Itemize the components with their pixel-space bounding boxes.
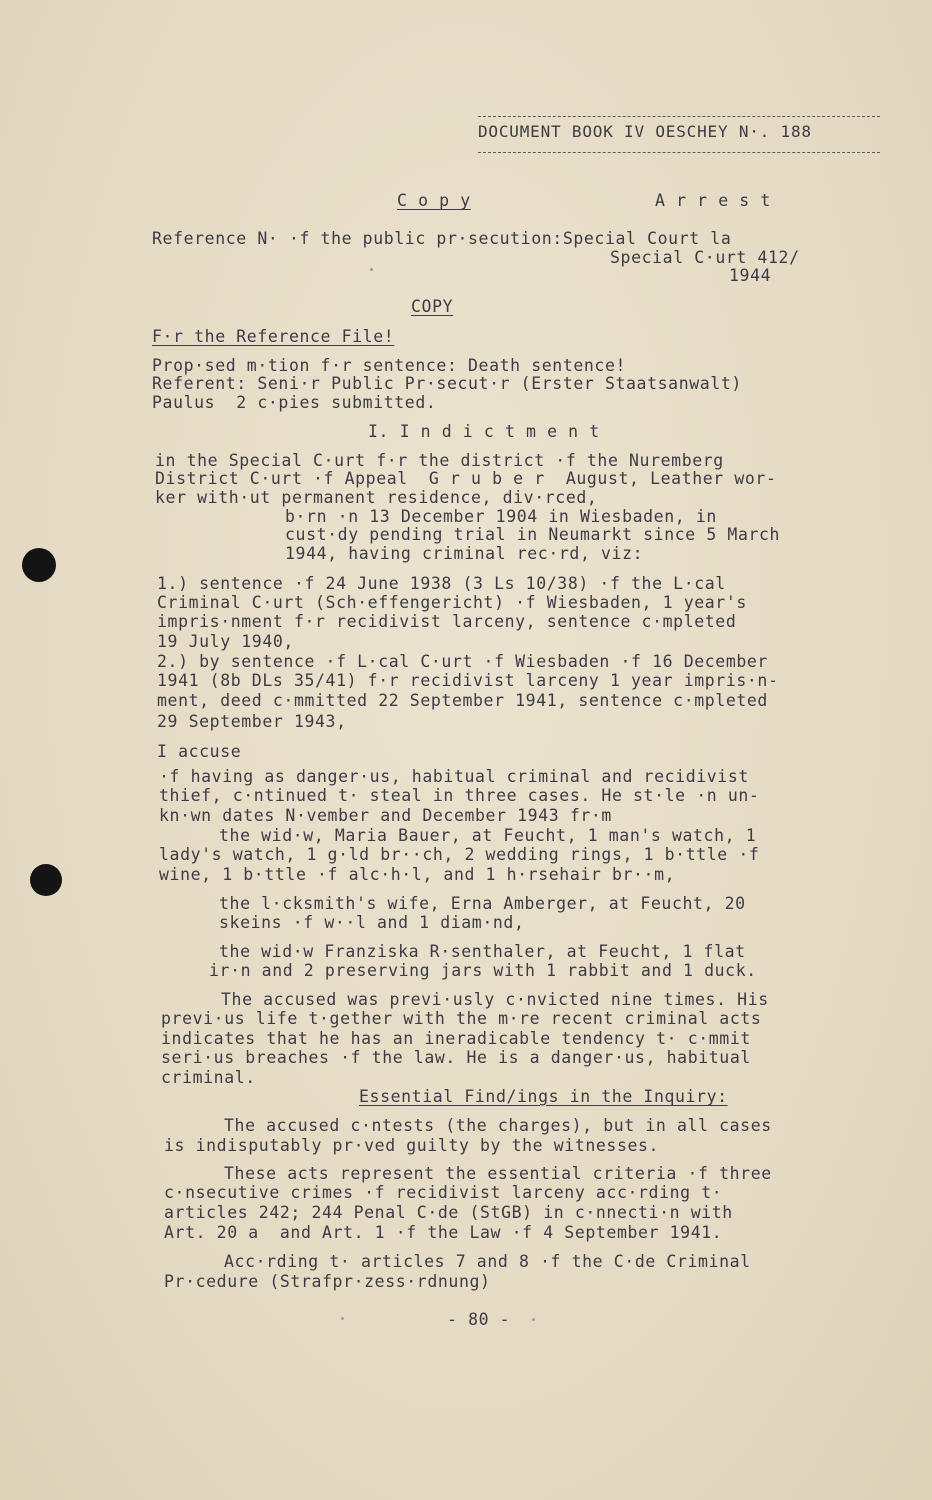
accuse-line: I accuse (157, 742, 242, 761)
record-line-4: 19 July 1940, (157, 632, 294, 651)
punch-hole-top (22, 548, 56, 582)
indictment-heading: I. I n d i c t m e n t (368, 422, 600, 441)
reference-file-heading: F·r the Reference File! (152, 327, 395, 346)
indictment-line-2: District C·urt ·f Appeal G r u b e r August, Leather wor- (155, 469, 777, 488)
criteria-line-3: articles 242; 244 Penal C·de (StGB) in c·nnecti·n with (164, 1203, 733, 1222)
convicted-line-3: indicates that he has an ineradicable tendency t· c·mmit (161, 1029, 751, 1048)
arrest-label: A r r e s t (655, 191, 771, 210)
record-line-1: 1.) sentence ·f 24 June 1938 (3 Ls 10/38) ·f the L·cal (157, 574, 726, 593)
findings-line-1: The accused c·ntests (the charges), but in all cases (224, 1116, 772, 1135)
charge-line-3: kn·wn dates N·vember and December 1943 fr·m (159, 806, 612, 825)
record-line-5: 2.) by sentence ·f L·cal C·urt ·f Wiesbaden ·f 16 December (157, 652, 768, 671)
punch-hole-bottom (30, 864, 62, 896)
motion-line-2: Referent: Seni·r Public Pr·secut·r (Erster Staatsanwalt) (152, 374, 742, 393)
header-rule-bottom (478, 152, 880, 153)
procedure-line-1: Acc·rding t· articles 7 and 8 ·f the C·de Criminal (224, 1252, 751, 1271)
document-book-reference: DOCUMENT BOOK IV OESCHEY N·. 188 (478, 122, 812, 141)
copy-heading: COPY (411, 297, 454, 316)
reference-line-2: Special C·urt 412/ (610, 248, 800, 267)
motion-line-1: Prop·sed m·tion f·r sentence: Death sentence! (152, 356, 627, 375)
record-line-2: Criminal C·urt (Sch·effengericht) ·f Wiesbaden, 1 year's (157, 593, 747, 612)
criteria-line-2: c·nsecutive crimes ·f recidivist larceny acc·rding t· (164, 1183, 723, 1202)
paper-speck (532, 1318, 535, 1321)
motion-line-3: Paulus 2 c·pies submitted. (152, 393, 437, 412)
charge-line-1: ·f having as danger·us, habitual criminal and recidivist (159, 767, 749, 786)
charge-line-2: thief, c·ntinued t· steal in three cases. He st·le ·n un- (159, 786, 760, 805)
charge-line-9: the wid·w Franziska R·senthaler, at Feucht, 1 flat (219, 942, 746, 961)
reference-line-1: Reference N· ·f the public pr·secution:Special Court la (152, 229, 732, 248)
record-line-8: 29 September 1943, (157, 712, 347, 731)
header-rule-top (478, 116, 880, 117)
paper-speck (370, 268, 373, 271)
findings-heading: Essential Find/ings in the Inquiry: (359, 1087, 728, 1106)
record-line-7: ment, deed c·mmitted 22 September 1941, sentence c·mpleted (157, 691, 768, 710)
convicted-line-1: The accused was previ·usly c·nvicted nine times. His (221, 990, 769, 1009)
charge-line-5: lady's watch, 1 g·ld br··ch, 2 wedding rings, 1 b·ttle ·f (159, 845, 760, 864)
convicted-line-4: seri·us breaches ·f the law. He is a danger·us, habitual (161, 1048, 751, 1067)
criteria-line-1: These acts represent the essential criteria ·f three (224, 1164, 772, 1183)
procedure-line-2: Pr·cedure (Strafpr·zess·rdnung) (164, 1272, 491, 1291)
charge-line-8: skeins ·f w··l and 1 diam·nd, (219, 913, 525, 932)
paper-speck (341, 1317, 344, 1320)
indictment-line-3: ker with·ut permanent residence, div·rced, (155, 488, 598, 507)
convicted-line-2: previ·us life t·gether with the m·re recent criminal acts (161, 1009, 762, 1028)
record-line-3: impris·nment f·r recidivist larceny, sentence c·mpleted (157, 612, 737, 631)
page-number: - 80 - (447, 1310, 511, 1329)
charge-line-6: wine, 1 b·ttle ·f alc·h·l, and 1 h·rsehair br··m, (159, 865, 676, 884)
charge-line-4: the wid·w, Maria Bauer, at Feucht, 1 man's watch, 1 (219, 826, 757, 845)
indictment-line-1: in the Special C·urt f·r the district ·f the Nuremberg (155, 451, 724, 470)
convicted-line-5: criminal. (161, 1068, 256, 1087)
criteria-line-4: Art. 20 a and Art. 1 ·f the Law ·f 4 September 1941. (164, 1223, 723, 1242)
indictment-line-5: cust·dy pending trial in Neumarkt since 5 March (285, 525, 781, 544)
charge-line-7: the l·cksmith's wife, Erna Amberger, at Feucht, 20 (219, 894, 746, 913)
findings-line-2: is indisputably pr·ved guilty by the witnesses. (164, 1136, 660, 1155)
record-line-6: 1941 (8b DLs 35/41) f·r recidivist larceny 1 year impris·n- (157, 671, 779, 690)
copy-label: C o p y (397, 191, 471, 210)
charge-line-10: ir·n and 2 preserving jars with 1 rabbit and 1 duck. (209, 961, 757, 980)
indictment-line-6: 1944, having criminal rec·rd, viz: (285, 544, 644, 563)
reference-line-3: 1944 (729, 266, 772, 285)
indictment-line-4: b·rn ·n 13 December 1904 in Wiesbaden, in (285, 507, 717, 526)
